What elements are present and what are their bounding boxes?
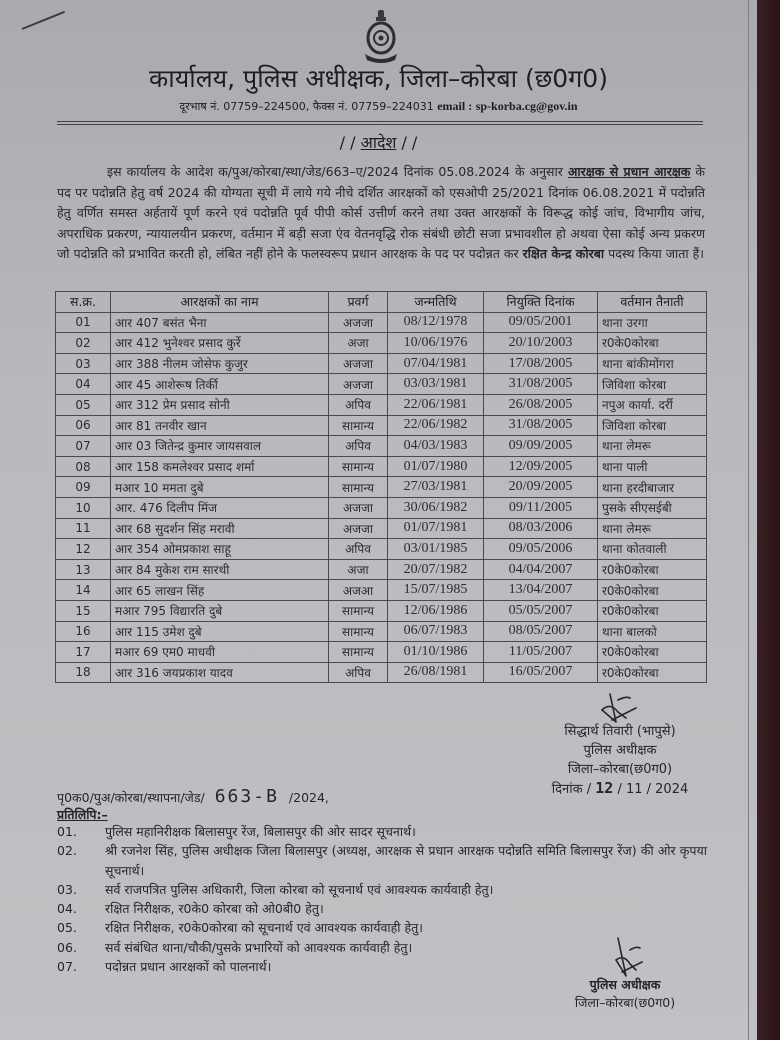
cell-category: अजजा [329,518,388,539]
cell-appointment-date: 09/11/2005 [484,497,598,518]
cell-appointment-date: 26/08/2005 [484,394,598,415]
cell-category: अजा [329,559,388,580]
copy-to-item [57,880,707,899]
cell-serial: 01 [56,312,111,333]
cell-category: अपिव [329,662,388,683]
table-row [56,374,707,395]
cell-category: अजजा [329,374,388,395]
footer-signatory-block [550,976,700,1012]
cell-name: आर. 476 दिलीप मिंज [111,497,329,518]
cell-serial: 09 [56,477,111,498]
background-surface [757,0,780,1040]
cell-serial: 04 [56,374,111,395]
cell-posting: र0के0कोरबा [598,580,707,601]
cell-posting: नपुअ कार्या. दर्री [598,394,707,415]
para-text-3: पदस्थ किया जाता हैं। [604,246,704,261]
copy-to-number: 05. [57,920,77,936]
signature-mark [596,692,642,726]
contact-phone: दूरभाष नं. 07759–224500, फैक्स नं. 07759–224031 [179,100,434,113]
cell-posting: थाना हरदीबाजार [598,477,707,498]
table-row [56,312,707,333]
cell-posting: पुसके सीएसईबी [598,497,707,518]
copy-to-number: 02. [57,843,77,859]
cell-appointment-date: 09/05/2001 [484,312,598,333]
cell-dob: 06/07/1983 [388,621,484,642]
cell-dob: 03/03/1981 [388,374,484,395]
cell-posting: थाना लेमरू [598,518,707,539]
table-row [56,353,707,374]
table-row [56,539,707,560]
paper-edge [748,0,749,1040]
copy-to-item [57,899,707,918]
cell-dob: 22/06/1981 [388,394,484,415]
cell-name: आर 388 नीलम जोसेफ कुजुर [111,353,329,374]
cell-dob: 01/10/1986 [388,642,484,663]
cell-name: आर 115 उमेश दुबे [111,621,329,642]
cell-dob: 30/06/1982 [388,497,484,518]
reference-handwritten: 663-B [214,786,279,807]
copy-to-item [57,822,707,841]
cell-posting: थाना पाली [598,456,707,477]
cell-name: आर 03 जितेन्द्र कुमार जायसवाल [111,436,329,457]
promotion-table [55,291,707,683]
para-bold: रक्षित केन्द्र कोरबा [522,246,605,261]
table-row [56,394,707,415]
copy-to-text: श्री रजनेश सिंह, पुलिस अधीक्षक जिला बिलासपुर (अध्यक्ष, आरक्षक से प्रधान आरक्षक पदोन्नति समिति बिलासपुर रेंज) की ओर कृपया सूचनार्थ। [105,843,707,878]
col-header-appointment: नियुक्ति दिनांक [484,292,598,313]
cell-dob: 12/06/1986 [388,600,484,621]
col-header-category: प्रवर्ग [329,292,388,313]
cell-appointment-date: 31/08/2005 [484,374,598,395]
copy-to-number: 03. [57,881,77,897]
cell-name: आर 412 भुनेश्वर प्रसाद कुर्रे [111,333,329,354]
cell-name: आर 81 तनवीर खान [111,415,329,436]
cell-name: आर 316 जयप्रकाश यादव [111,662,329,683]
footer-district: जिला–कोरबा(छ0ग0) [574,995,676,1010]
cell-appointment-date: 09/05/2006 [484,539,598,560]
cell-appointment-date: 11/05/2007 [484,642,598,663]
cell-dob: 10/06/1976 [388,333,484,354]
email-label: email : [437,99,473,113]
cell-category: अपिव [329,394,388,415]
signatory-block [520,722,720,799]
cell-posting: थाना लेमरू [598,436,707,457]
date-rest: / 11 / 2024 [617,782,689,797]
copy-to-text: सर्व संबंधित थाना/चौकी/पुसके प्रभारियों को आवश्यक कार्यवाही हेतु। [105,939,413,955]
date-handwritten: 12 [595,779,614,797]
cell-appointment-date: 05/05/2007 [484,600,598,621]
copy-to-list [57,822,707,976]
cell-posting: र0के0कोरबा [598,333,707,354]
cell-dob: 03/01/1985 [388,539,484,560]
cell-category: सामान्य [329,621,388,642]
header-rule-top [57,121,703,122]
cell-dob: 07/04/1981 [388,353,484,374]
cell-dob: 08/12/1978 [388,312,484,333]
heading-text: आदेश [360,133,397,152]
cell-appointment-date: 09/09/2005 [484,436,598,457]
office-title: कार्यालय, पुलिस अधीक्षक, जिला–कोरबा (छ0ग0) [149,64,608,93]
reference-number [57,786,329,807]
cell-name: आर 45 आशेरूष तिर्की [111,374,329,395]
cell-category: सामान्य [329,477,388,498]
copy-to-item [57,957,707,976]
cell-name: मआर 795 विद्यारति दुबे [111,600,329,621]
cell-posting: थाना उरगा [598,312,707,333]
copy-to-text: रक्षित निरीक्षक, र0के0 कोरबा को ओ0बी0 हेतु। [105,901,324,917]
cell-serial: 11 [56,518,111,539]
cell-serial: 15 [56,600,111,621]
cell-category: सामान्य [329,456,388,477]
copy-to-title: प्रतिलिपि:– [57,807,108,822]
copy-to-item [57,938,707,957]
header-rule-bottom [57,124,703,125]
heading-prefix: / / [339,133,356,152]
cell-name: आर 407 बसंत भैना [111,312,329,333]
table-row [56,600,707,621]
table-row [56,662,707,683]
order-heading [0,133,757,153]
cell-posting: र0के0कोरबा [598,600,707,621]
cell-name: आर 158 कमलेश्वर प्रसाद शर्मा [111,456,329,477]
cell-appointment-date: 04/04/2007 [484,559,598,580]
cell-name: मआर 10 ममता दुबे [111,477,329,498]
copy-to-item [57,918,707,937]
heading-suffix: / / [401,133,418,152]
cell-appointment-date: 31/08/2005 [484,415,598,436]
cell-serial: 02 [56,333,111,354]
copy-to-text: पदोन्नत प्रधान आरक्षकों को पालनार्थ। [105,959,272,975]
cell-appointment-date: 20/09/2005 [484,477,598,498]
table-header-row [56,292,707,313]
cell-serial: 12 [56,539,111,560]
cell-posting: थाना बांकीमोंगरा [598,353,707,374]
copy-to-text: पुलिस महानिरीक्षक बिलासपुर रेंज, बिलासपुर की ओर सादर सूचनार्थ। [105,824,416,839]
cell-posting: र0के0कोरबा [598,642,707,663]
signatory-designation: पुलिस अधीक्षक [583,743,657,758]
table-row [56,436,707,457]
signatory-name: सिद्धार्थ तिवारी (भापुसे) [564,724,676,739]
cell-serial: 13 [56,559,111,580]
cell-category: अजआ [329,580,388,601]
cell-category: अजजा [329,353,388,374]
cell-appointment-date: 20/10/2003 [484,333,598,354]
cell-appointment-date: 12/09/2005 [484,456,598,477]
copy-to-number: 01. [57,824,77,839]
table-row [56,477,707,498]
reference-suffix: /2024, [288,790,329,805]
cell-name: आर 84 मुकेश राम सारथी [111,559,329,580]
cell-serial: 17 [56,642,111,663]
table-row [56,415,707,436]
cell-posting: थाना कोतवाली [598,539,707,560]
copy-to-number: 04. [57,901,77,917]
cell-appointment-date: 17/08/2005 [484,353,598,374]
cell-dob: 04/03/1983 [388,436,484,457]
cell-dob: 26/08/1981 [388,662,484,683]
cell-posting: र0के0कोरबा [598,662,707,683]
reference-prefix: पृ0क0/पुअ/कोरबा/स्थापना/जेड/ [57,790,205,805]
copy-to-text: रक्षित निरीक्षक, र0के0कोरबा को सूचनार्थ एवं आवश्यक कार्यवाही हेतु। [105,920,424,936]
col-header-serial: स.क्र. [56,292,111,313]
cell-serial: 08 [56,456,111,477]
signatory-district: जिला–कोरबा(छ0ग0) [567,762,673,777]
cell-posting: जिविशा कोरबा [598,374,707,395]
police-emblem-icon [361,8,401,64]
cell-serial: 03 [56,353,111,374]
order-paragraph [57,162,705,265]
col-header-posting: वर्तमान तैनाती [598,292,707,313]
para-text-2: के पद पर पदोन्नति हेतु वर्ष 2024 की योग्यता सूची में लाये गये नीचे दर्शित आरक्षकों को एसओपी 25/2021 दिनांक 06.08.2021 में पदोन्नति हेतु वर्णित समस्त अर्हतायें पूर्ण करने एवं पदोन्नति पूर्व पीपी कोर्स उत्तीर्ण करने तथा उक्त आरक्षकों के विरूद्ध कोई जांच, विभागीय जांच, अपराधिक प्रकरण, न्यायालयीन प्रकरण, वर्तमान में बड़ी सजा एंव वेतनवृद्धि रोक संबंधी छोटी सजा प्रभावशील हो अथवा ऐसा कोई अन्य प्रकरण जो पदोन्नति को प्रभावित करती हो, लंबित नहीं होने के फलस्वरूप प्रधान आरक्षक के पद पर पदोन्नत कर [57,164,706,261]
copy-to-item [57,841,707,880]
cell-category: सामान्य [329,600,388,621]
table-row [56,580,707,601]
cell-name: आर 354 ओमप्रकाश साहू [111,539,329,560]
copy-to-number: 07. [57,959,77,975]
cell-category: सामान्य [329,642,388,663]
email-address: sp-korba.cg@gov.in [475,99,578,113]
para-text-1: इस कार्यालय के आदेश क/पुअ/कोरबा/स्था/जेड/663–ए/2024 दिनांक 05.08.2024 के अनुसार [107,164,568,179]
table-row [56,621,707,642]
footer-designation: पुलिस अधीक्षक [589,977,661,992]
table-row [56,642,707,663]
cell-name: आर 312 प्रेम प्रसाद सोनी [111,394,329,415]
cell-category: अजजा [329,497,388,518]
col-header-dob: जन्मतिथि [388,292,484,313]
cell-dob: 27/03/1981 [388,477,484,498]
cell-serial: 14 [56,580,111,601]
cell-dob: 01/07/1980 [388,456,484,477]
contact-line [0,99,757,114]
table-row [56,559,707,580]
cell-serial: 10 [56,497,111,518]
cell-appointment-date: 16/05/2007 [484,662,598,683]
cell-serial: 05 [56,394,111,415]
col-header-name: आरक्षकों का नाम [111,292,329,313]
table-row [56,456,707,477]
cell-serial: 07 [56,436,111,457]
cell-dob: 20/07/1982 [388,559,484,580]
table-row [56,518,707,539]
table-row [56,333,707,354]
cell-dob: 15/07/1985 [388,580,484,601]
cell-category: सामान्य [329,415,388,436]
cell-category: अपिव [329,539,388,560]
cell-posting: जिविशा कोरबा [598,415,707,436]
signature-mark-footer [612,936,648,980]
cell-appointment-date: 13/04/2007 [484,580,598,601]
copy-to-number: 06. [57,939,77,955]
cell-serial: 16 [56,621,111,642]
cell-dob: 22/06/1982 [388,415,484,436]
cell-appointment-date: 08/03/2006 [484,518,598,539]
cell-appointment-date: 08/05/2007 [484,621,598,642]
cell-posting: र0के0कोरबा [598,559,707,580]
cell-category: अपिव [329,436,388,457]
para-underlined: आरक्षक से प्रधान आरक्षक [567,164,691,179]
cell-name: मआर 69 एम0 माधवी [111,642,329,663]
signatory-date [520,779,720,799]
cell-serial: 06 [56,415,111,436]
cell-posting: थाना बालको [598,621,707,642]
cell-name: आर 68 सुदर्शन सिंह मरावी [111,518,329,539]
cell-serial: 18 [56,662,111,683]
cell-category: अजजा [329,312,388,333]
cell-category: अजा [329,333,388,354]
copy-to-text: सर्व राजपत्रित पुलिस अधिकारी, जिला कोरबा को सूचनार्थ एवं आवश्यक कार्यवाही हेतु। [105,881,494,897]
cell-name: आर 65 लाखन सिंह [111,580,329,601]
date-label: दिनांक / [551,782,592,797]
cell-dob: 01/07/1981 [388,518,484,539]
table-row [56,497,707,518]
